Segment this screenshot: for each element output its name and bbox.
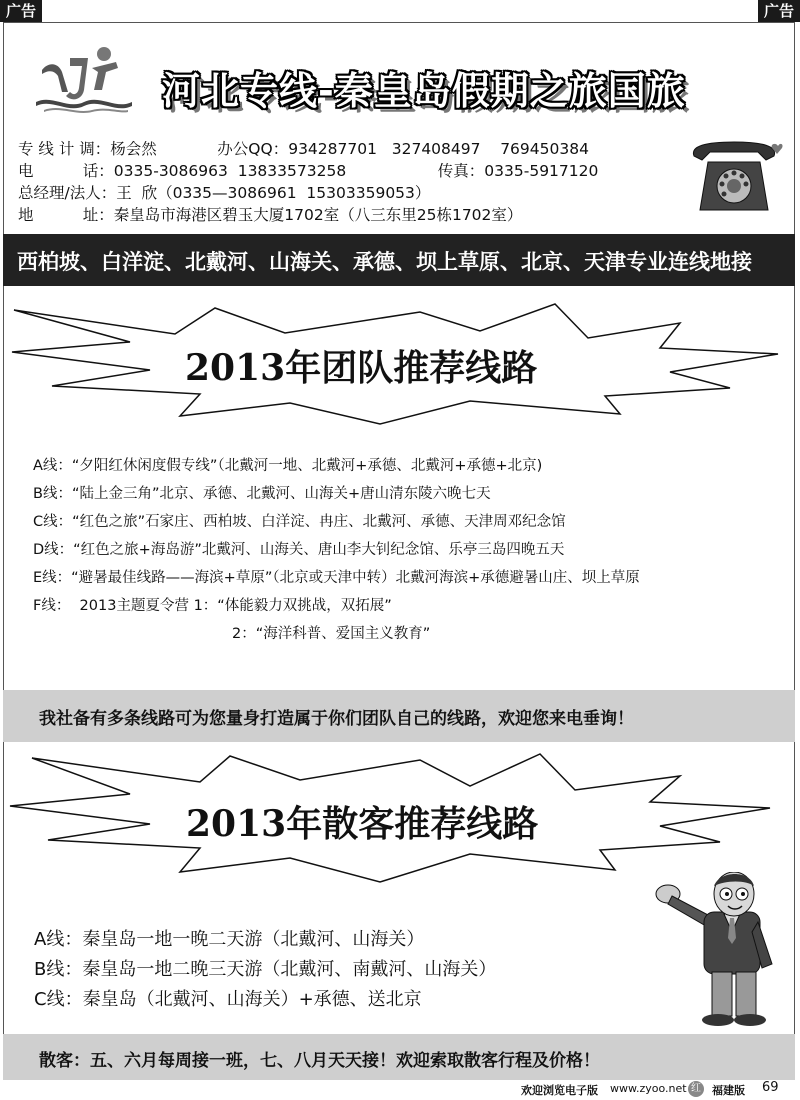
individual-note: 散客：五、六月每周接一班，七、八月天天接！欢迎索取散客行程及价格！	[39, 1051, 600, 1071]
phone-label: 电 话：	[18, 162, 114, 180]
destinations-text: 西柏坡、白洋淀、北戴河、山海关、承德、坝上草原、北京、天津专业连线地接	[17, 249, 752, 274]
footer-website[interactable]: www.zyoo.net	[610, 1082, 687, 1095]
qq-numbers: 934287701 327408497 769450384	[288, 140, 589, 158]
group-route-c	[33, 512, 566, 532]
telephone-icon	[686, 138, 784, 218]
contact-row-address	[18, 205, 522, 225]
fax-number: 0335-5917120	[484, 162, 599, 180]
route-text: “红色之旅”石家庄、西柏坡、白洋淀、冉庄、北戴河、承德、天津周邓纪念馆	[72, 514, 566, 530]
ad-tag-left: 广告	[0, 0, 42, 22]
phone-numbers: 0335-3086963 13833573258	[113, 162, 347, 180]
footer-badge-icon: 红	[688, 1081, 704, 1097]
footer-edition: 福建版	[712, 1084, 745, 1097]
route-label: B线：	[33, 486, 72, 502]
manager-value: 王 欣（0335—3086961 15303359053）	[116, 184, 431, 202]
group-route-f2	[232, 624, 430, 644]
manager-label: 总经理/法人：	[18, 184, 117, 202]
address-value: 秦皇岛市海港区碧玉大厦1702室（八三东里25栋1702室）	[113, 206, 523, 224]
group-section-title: 2013年团队推荐线路	[185, 347, 538, 389]
route-label: A线：	[33, 458, 72, 474]
dispatcher-name: 杨会然	[110, 140, 157, 158]
group-route-a	[33, 456, 542, 476]
route-text: “夕阳红休闲度假专线”（北戴河一地、北戴河+承德、北戴河+承德+北京)	[71, 458, 543, 474]
presenter-man-illustration	[650, 872, 780, 1028]
group-route-e	[33, 568, 640, 588]
individual-route-a	[34, 928, 424, 952]
route-label: A线：	[34, 929, 83, 950]
company-title: 河北专线-秦皇岛假期之旅国旅	[162, 69, 686, 113]
route-text: “避暑最佳线路——海滨+草原”（北京或天津中转）北戴河海滨+承德避暑山庄、坝上草原	[71, 570, 640, 586]
group-route-d	[33, 540, 564, 560]
page-number: 69	[762, 1080, 779, 1095]
individual-section-title: 2013年散客推荐线路	[186, 803, 539, 845]
route-label: C线：	[34, 989, 83, 1010]
ad-tag-right: 广告	[758, 0, 800, 22]
company-logo	[32, 40, 136, 114]
contact-row-dispatcher	[18, 139, 589, 159]
destinations-band	[3, 234, 795, 286]
route-text: 2：“海洋科普、爱国主义教育”	[232, 626, 431, 642]
individual-route-c	[34, 988, 422, 1012]
footer-welcome: 欢迎浏览电子版	[521, 1084, 598, 1097]
group-route-b	[33, 484, 491, 504]
route-label: B线：	[34, 959, 83, 980]
qq-label: 办公QQ：	[217, 140, 289, 158]
route-text: 秦皇岛一地一晚二天游（北戴河、山海关）	[82, 929, 425, 950]
individual-note-band	[3, 1034, 795, 1080]
route-label: E线：	[33, 570, 72, 586]
fax-label: 传真：	[437, 162, 485, 180]
route-text: “红色之旅+海岛游”北戴河、山海关、唐山李大钊纪念馆、乐亭三岛四晚五天	[73, 542, 565, 558]
route-label: C线：	[33, 514, 73, 530]
group-note-band	[3, 690, 795, 742]
route-label: D线：	[33, 542, 74, 558]
route-text: “陆上金三角”北京、承德、北戴河、山海关+唐山清东陵六晚七天	[71, 486, 491, 502]
route-text: 秦皇岛（北戴河、山海关）+承德、送北京	[82, 989, 422, 1010]
route-text: 秦皇岛一地二晚三天游（北戴河、南戴河、山海关）	[82, 959, 497, 980]
group-note: 我社备有多条线路可为您量身打造属于你们团队自己的线路，欢迎您来电垂询！	[39, 709, 634, 729]
individual-route-b	[34, 958, 496, 982]
route-label: F线：	[33, 598, 71, 614]
group-route-f	[33, 596, 392, 616]
route-text: 2013主题夏令营 1：“体能毅力双挑战，双拓展”	[70, 598, 392, 614]
contact-row-manager	[18, 183, 430, 203]
address-label: 地 址：	[18, 206, 114, 224]
contact-row-phone	[18, 161, 598, 181]
dispatcher-label: 专 线 计 调：	[18, 140, 111, 158]
